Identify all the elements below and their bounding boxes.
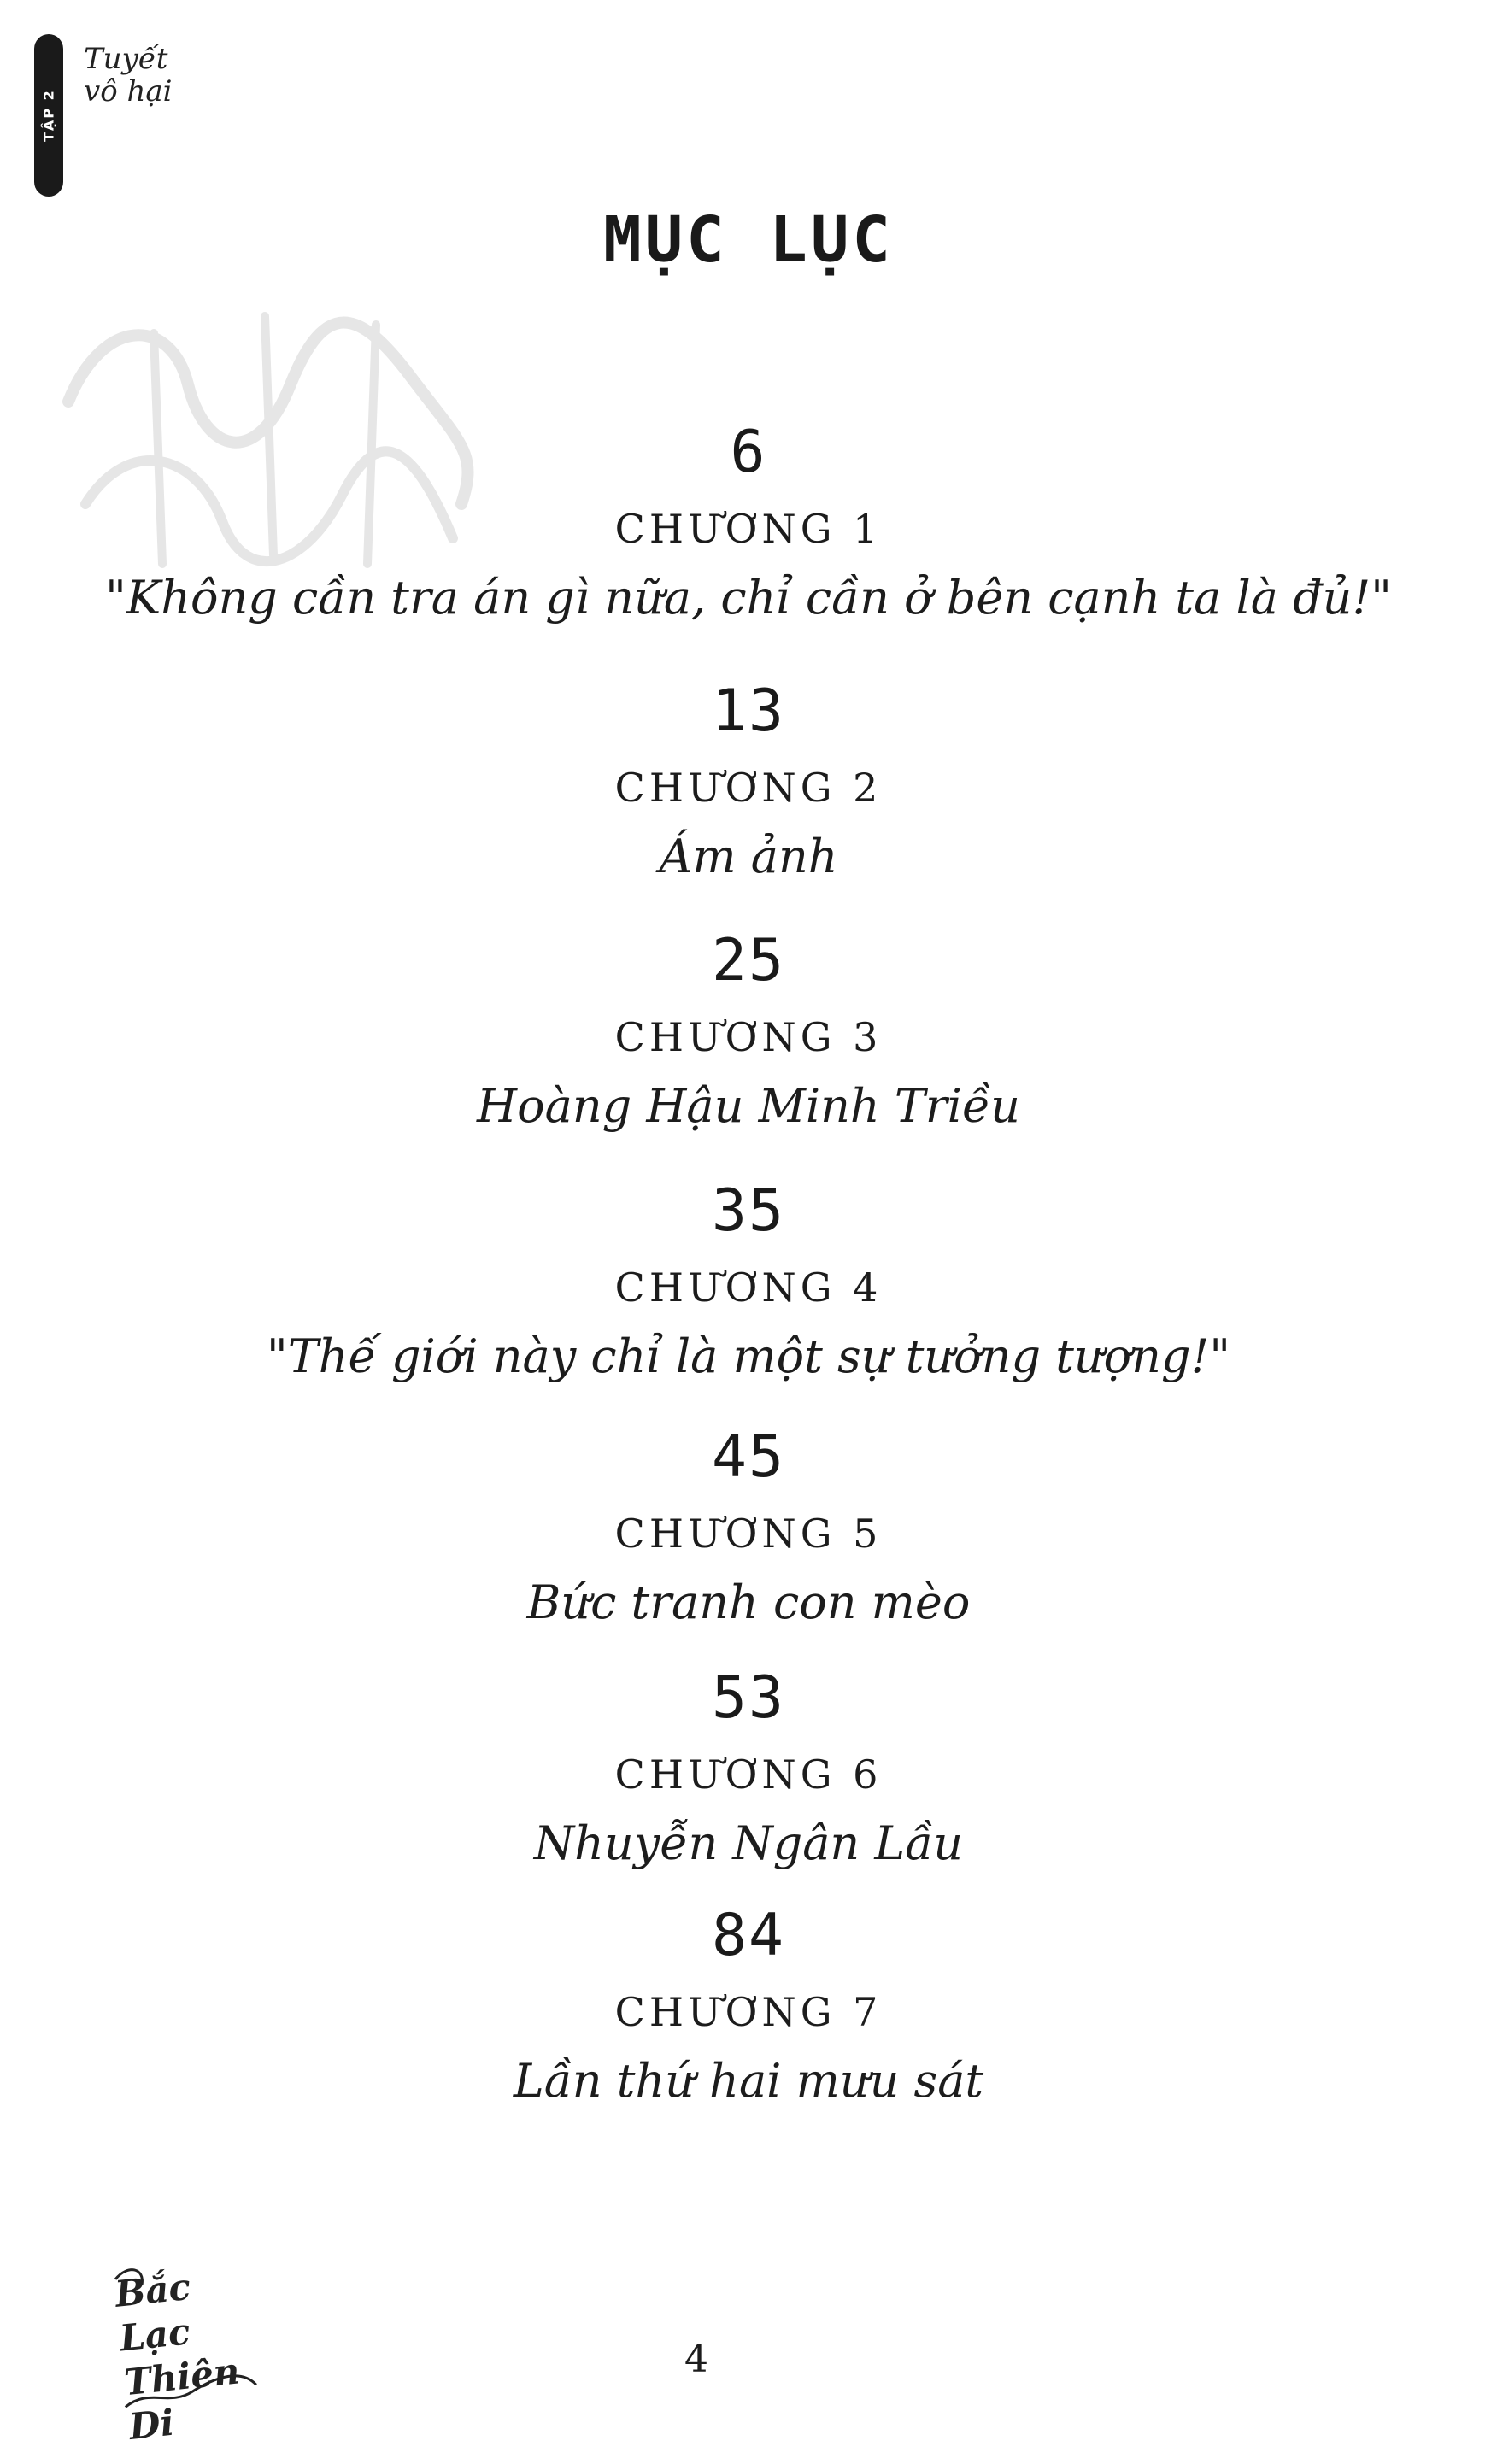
toc-chapter-title: Lần thứ hai mưu sát — [513, 2054, 984, 2108]
toc-chapter-title: Nhuyễn Ngân Lầu — [533, 1816, 964, 1870]
toc-chapter-title: Hoàng Hậu Minh Triều — [477, 1079, 1020, 1133]
toc-chapter-label: CHƯƠNG 5 — [614, 1511, 883, 1557]
toc-entry — [0, 420, 1497, 625]
toc-entry — [0, 679, 1497, 884]
toc-entry — [0, 929, 1497, 1134]
toc-chapter-label: CHƯƠNG 7 — [614, 1989, 883, 2035]
toc-page-number: 45 — [712, 1423, 785, 1491]
toc-page-number: 53 — [712, 1664, 785, 1732]
toc-chapter-title: "Thế giới này chỉ là một sự tưởng tượng!" — [266, 1329, 1231, 1383]
toc-chapter-title: "Không cần tra án gì nữa, chỉ cần ở bên cạnh ta là đủ!" — [105, 571, 1392, 625]
toc-chapter-label: CHƯƠNG 3 — [614, 1014, 883, 1060]
publisher-logo-text: Bắc Lạc Thiên Di — [113, 2265, 242, 2448]
toc-heading: MỤC LỤC — [603, 203, 894, 277]
toc-page-number: 6 — [730, 419, 767, 486]
toc-page-number: 25 — [712, 927, 785, 994]
toc-chapter-title: Bức tranh con mèo — [526, 1575, 971, 1629]
volume-label: TẬP 2 — [40, 89, 57, 142]
toc-entry — [0, 1904, 1497, 2109]
series-title: Tuyết vô hại — [84, 42, 173, 109]
toc-entry — [0, 1666, 1497, 1871]
toc-chapter-label: CHƯƠNG 4 — [614, 1264, 883, 1311]
toc-page-number: 35 — [712, 1177, 785, 1245]
page-number: 4 — [684, 2338, 708, 2381]
toc-page-number: 84 — [712, 1902, 785, 1969]
series-logo — [34, 34, 171, 205]
publisher-logo — [102, 2249, 262, 2448]
toc-chapter-label: CHƯƠNG 6 — [614, 1751, 883, 1798]
toc-entry — [0, 1179, 1497, 1384]
toc-chapter-label: CHƯƠNG 2 — [614, 765, 883, 811]
toc-entry — [0, 1425, 1497, 1630]
toc-page-number: 13 — [712, 678, 785, 745]
toc-chapter-label: CHƯƠNG 1 — [614, 506, 883, 552]
toc-chapter-title: Ám ảnh — [659, 830, 838, 883]
